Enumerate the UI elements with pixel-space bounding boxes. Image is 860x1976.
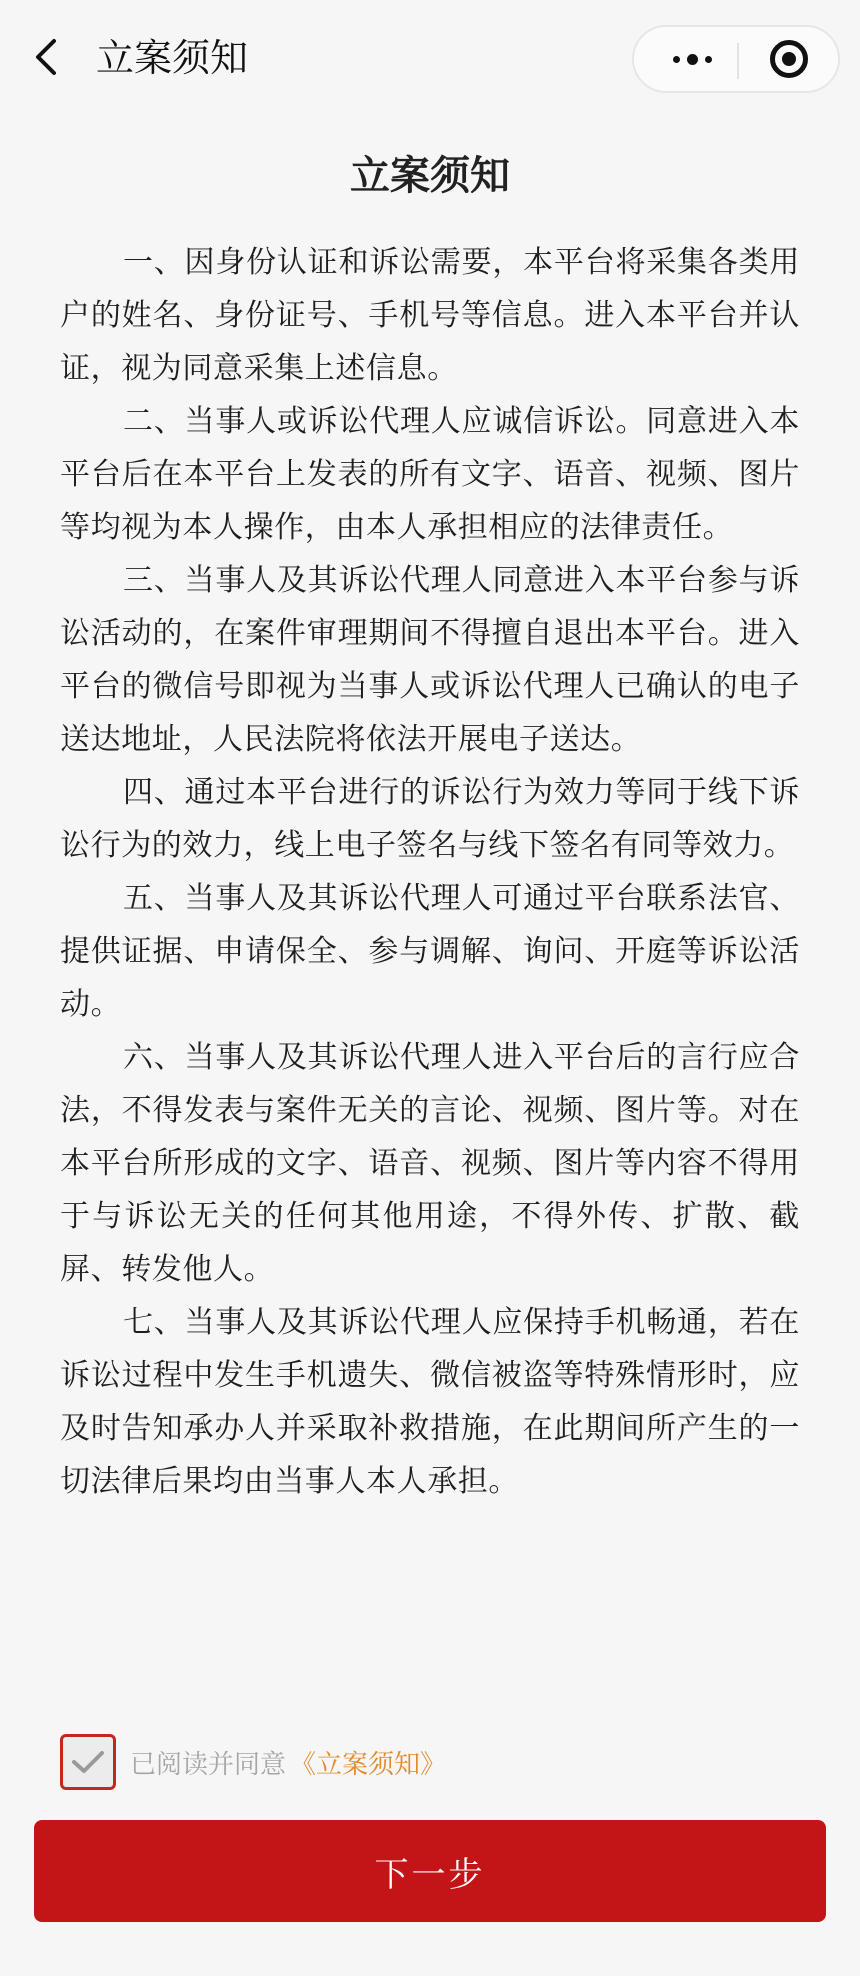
agree-checkbox[interactable] [60, 1734, 116, 1790]
close-button[interactable] [754, 27, 824, 91]
target-close-icon [770, 40, 808, 78]
notice-paragraph-4: 四、通过本平台进行的诉讼行为效力等同于线下诉讼行为的效力，线上电子签名与线下签名有同等效力。 [60, 775, 800, 863]
nav-title: 立案须知 [96, 36, 249, 80]
chevron-left-icon [34, 37, 58, 77]
capsule-divider [737, 43, 739, 79]
nav-bar [0, 0, 860, 120]
notice-body [60, 236, 800, 1508]
notice-title: 立案须知 [350, 153, 510, 199]
agree-text: 已阅读并同意 [130, 1749, 287, 1780]
notice-paragraph-5: 五、当事人及其诉讼代理人可通过平台联系法官、提供证据、申请保全、参与调解、询问、开庭等诉讼活动。 [60, 881, 800, 1022]
more-dots-icon [673, 54, 712, 65]
more-button[interactable] [652, 27, 732, 91]
capsule-menu [632, 25, 840, 93]
notice-paragraph-2: 二、当事人或诉讼代理人应诚信诉讼。同意进入本平台后在本平台上发表的所有文字、语音、视频、图片等均视为本人操作，由本人承担相应的法律责任。 [60, 404, 800, 545]
notice-paragraph-1: 一、因身份认证和诉讼需要，本平台将采集各类用户的姓名、身份证号、手机号等信息。进入本平台并认证，视为同意采集上述信息。 [60, 245, 800, 386]
notice-paragraph-3: 三、当事人及其诉讼代理人同意进入本平台参与诉讼活动的，在案件审理期间不得擅自退出本平台。进入平台的微信号即视为当事人或诉讼代理人已确认的电子送达地址，人民法院将依法开展电子送达。 [60, 563, 800, 757]
notice-paragraph-7: 七、当事人及其诉讼代理人应保持手机畅通，若在诉讼过程中发生手机遗失、微信被盗等特殊情形时，应及时告知承办人并采取补救措施，在此期间所产生的一切法律后果均由当事人本人承担。 [60, 1305, 800, 1499]
next-button[interactable]: 下一步 [34, 1820, 826, 1922]
notice-link[interactable]: 《立案须知》 [290, 1749, 447, 1780]
agreement-row [60, 1734, 446, 1790]
checkmark-icon [71, 1749, 105, 1775]
notice-paragraph-6: 六、当事人及其诉讼代理人进入平台后的言行应合法，不得发表与案件无关的言论、视频、图片等。对在本平台所形成的文字、语音、视频、图片等内容不得用于与诉讼无关的任何其他用途，不得外传、扩散、截屏、转发他人。 [60, 1040, 800, 1287]
back-button[interactable] [26, 32, 66, 82]
